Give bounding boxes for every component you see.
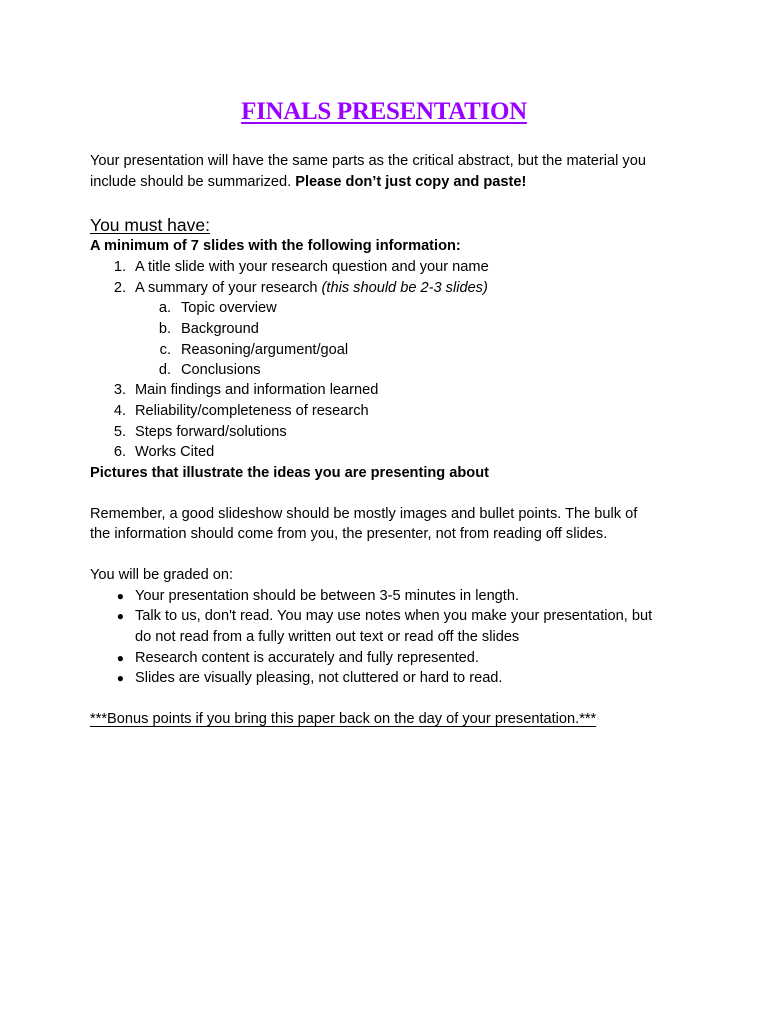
list-marker-2: 2.: [113, 280, 126, 296]
list-marker-3: 3.: [113, 382, 126, 398]
sublist-item-b: Background: [181, 321, 259, 337]
list-item-6: Works Cited: [135, 444, 215, 460]
must-have-heading: You must have:: [90, 215, 210, 235]
sublist-marker-c: c.: [159, 342, 171, 358]
sublist-marker-d: d.: [158, 362, 171, 378]
list-item-2-text: A summary of your research: [135, 280, 322, 296]
graded-item-2-cont: do not read from a fully written out text or read off the slides: [135, 629, 520, 645]
sublist-item-d: Conclusions: [181, 362, 261, 378]
bullet-marker-2: ●: [116, 609, 124, 623]
list-marker-1: 1.: [113, 259, 126, 275]
list-item-3: Main findings and information learned: [135, 382, 379, 398]
sublist-marker-a: a.: [158, 300, 171, 316]
intro-emphasis: Please don’t just copy and paste!: [295, 174, 527, 190]
sublist-marker-b: b.: [158, 321, 171, 337]
list-item-1: A title slide with your research question and your name: [135, 259, 489, 275]
pictures-requirement: Pictures that illustrate the ideas you are presenting about: [90, 465, 489, 481]
graded-item-3: Research content is accurately and fully represented.: [135, 650, 479, 666]
list-item-2-note: (this should be 2-3 slides): [321, 280, 488, 296]
graded-heading: You will be graded on:: [90, 567, 234, 583]
list-marker-6: 6.: [113, 444, 126, 460]
bullet-marker-1: ●: [116, 589, 124, 603]
graded-item-4: Slides are visually pleasing, not cluttered or hard to read.: [135, 670, 503, 686]
list-marker-4: 4.: [113, 403, 126, 419]
list-item-5: Steps forward/solutions: [135, 424, 287, 440]
intro-line-1: Your presentation will have the same parts as the critical abstract, but the material you: [90, 153, 646, 169]
remember-line-2: the information should come from you, the presenter, not from reading off slides.: [90, 526, 608, 542]
sublist-item-a: Topic overview: [181, 300, 277, 316]
bullet-marker-4: ●: [116, 671, 124, 685]
document-title: FINALS PRESENTATION: [241, 98, 527, 125]
bullet-marker-3: ●: [116, 651, 124, 665]
bonus-note: ***Bonus points if you bring this paper back on the day of your presentation.***: [90, 711, 597, 727]
intro-line-2: [90, 172, 526, 193]
list-marker-5: 5.: [113, 424, 126, 440]
list-item-2: [135, 278, 488, 299]
sublist-item-c: Reasoning/argument/goal: [181, 342, 349, 358]
graded-item-1: Your presentation should be between 3-5 minutes in length.: [135, 588, 520, 604]
graded-item-2: Talk to us, don't read. You may use notes when you make your presentation, but: [135, 608, 653, 624]
remember-line-1: Remember, a good slideshow should be mostly images and bullet points. The bulk of: [90, 506, 638, 522]
minimum-slides-heading: A minimum of 7 slides with the following information:: [90, 238, 461, 254]
intro-line-2-text: include should be summarized.: [90, 174, 296, 190]
list-item-4: Reliability/completeness of research: [135, 403, 369, 419]
